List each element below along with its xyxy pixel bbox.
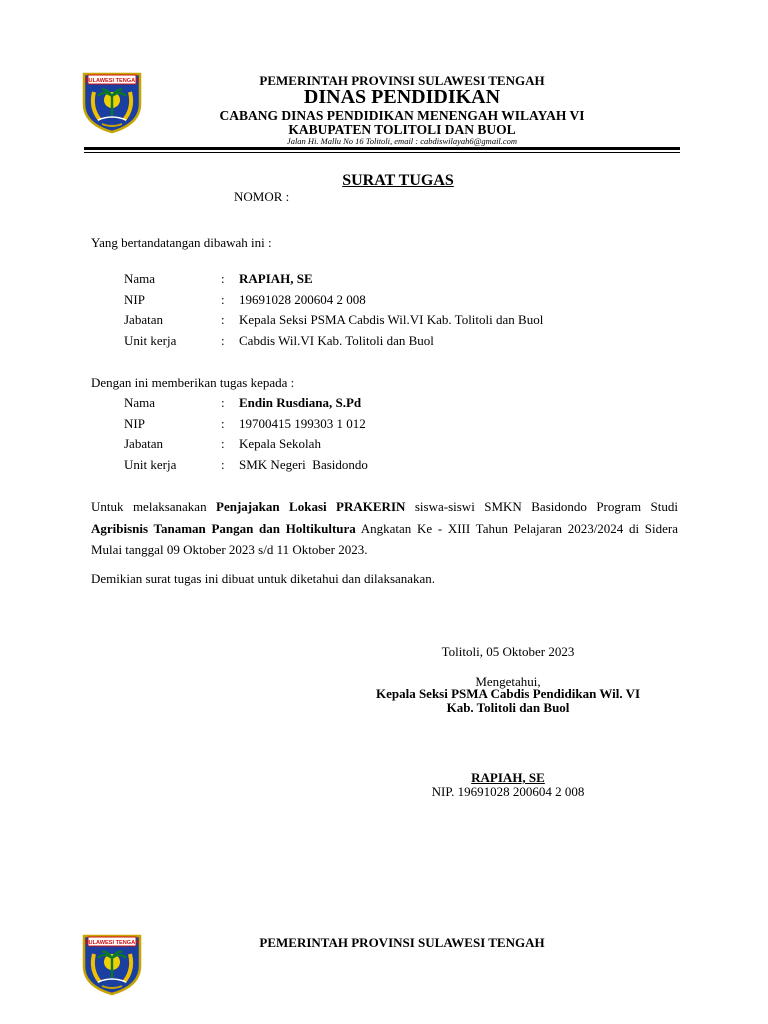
letterhead-branch: CABANG DINAS PENDIDIKAN MENENGAH WILAYAH VI	[219, 108, 585, 123]
signer-nip: NIP. 19691028 200604 2 008	[431, 784, 585, 799]
signer-position-line2: Kab. Tolitoli dan Buol	[446, 700, 570, 715]
field-separator: :	[221, 333, 225, 348]
signer-name: RAPIAH, SE	[471, 770, 545, 785]
letterhead-divider-thin	[84, 152, 680, 153]
field-value: Endin Rusdiana, S.Pd	[239, 395, 362, 410]
paragraph-text: Untuk melaksanakan	[91, 499, 217, 514]
field-label: Unit kerja	[124, 333, 177, 348]
closing-paragraph: Demikian surat tugas ini dibuat untuk diketahui dan dilaksanakan.	[91, 571, 436, 586]
field-label: NIP	[124, 292, 145, 307]
field-value: 19691028 200604 2 008	[239, 292, 366, 307]
field-label: Jabatan	[124, 312, 163, 327]
field-label: Nama	[124, 395, 156, 410]
field-label: Jabatan	[124, 436, 163, 451]
document-number-label: NOMOR :	[234, 189, 290, 204]
field-separator: :	[221, 395, 225, 410]
letterhead-address: Jalan Hi. Mallu No 16 Tolitoli, email : cabdiswilayah6@gmail.com	[286, 136, 518, 146]
activity-name: Penjajakan Lokasi PRAKERIN	[216, 499, 406, 514]
field-separator: :	[221, 416, 225, 431]
signer-intro: Yang bertandatangan dibawah ini :	[91, 235, 272, 250]
signer-position-line1: Kepala Seksi PSMA Cabdis Pendidikan Wil. VI	[375, 686, 641, 701]
letterhead-province: PEMERINTAH PROVINSI SULAWESI TENGAH	[259, 73, 545, 88]
field-value: RAPIAH, SE	[239, 271, 313, 286]
paragraph-text: siswa-siswi SMKN Basidondo Program Studi	[405, 499, 678, 514]
logo-banner-text: SULAWESI TENGAH	[84, 78, 140, 84]
field-value: Cabdis Wil.VI Kab. Tolitoli dan Buol	[239, 333, 434, 348]
field-value: SMK Negeri Basidondo	[239, 457, 368, 472]
letterhead-divider-thick	[84, 147, 680, 150]
field-value: Kepala Seksi PSMA Cabdis Wil.VI Kab. Tolitoli dan Buol	[239, 312, 544, 327]
assignment-paragraph	[91, 496, 678, 561]
next-page-letterhead-province: PEMERINTAH PROVINSI SULAWESI TENGAH	[259, 935, 545, 950]
assignee-intro: Dengan ini memberikan tugas kepada :	[91, 375, 295, 390]
field-label: Unit kerja	[124, 457, 177, 472]
field-separator: :	[221, 457, 225, 472]
document-title: SURAT TUGAS	[342, 172, 454, 189]
letterhead-regency: KABUPATEN TOLITOLI DAN BUOL	[288, 122, 516, 137]
field-separator: :	[221, 312, 225, 327]
logo-banner-text: SULAWESI TENGAH	[84, 940, 140, 946]
acknowledged-label: Mengetahui,	[475, 674, 541, 689]
field-label: NIP	[124, 416, 145, 431]
field-value: 19700415 199303 1 012	[239, 416, 366, 431]
field-label: Nama	[124, 271, 156, 286]
field-separator: :	[221, 292, 225, 307]
place-date: Tolitoli, 05 Oktober 2023	[441, 644, 575, 659]
field-value: Kepala Sekolah	[239, 436, 321, 451]
field-separator: :	[221, 271, 225, 286]
field-separator: :	[221, 436, 225, 451]
paragraph-text: Angkatan Ke - XIII Tahun Pelajaran 2023/2024 di Sidera Mulai tanggal 09 Oktober 2023 s/d 11 Oktober 2023.	[91, 520, 678, 557]
study-program: Agribisnis Tanaman Pangan dan Holtikultura	[91, 520, 356, 536]
letterhead-agency: DINAS PENDIDIKAN	[303, 86, 501, 108]
